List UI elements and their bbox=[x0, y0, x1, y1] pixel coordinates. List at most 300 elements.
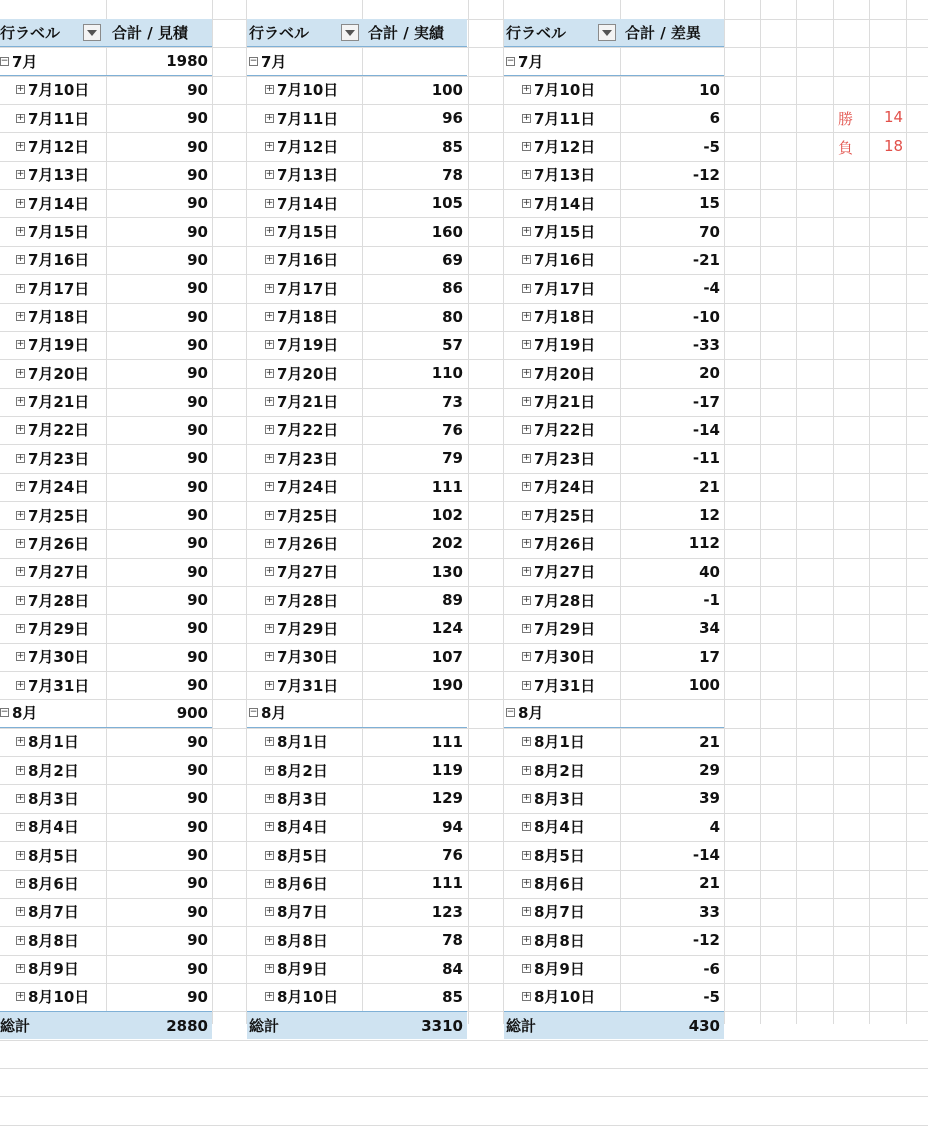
group-row[interactable] bbox=[0, 47, 212, 75]
group-label bbox=[506, 47, 543, 74]
row-label bbox=[265, 784, 328, 812]
table-row[interactable] bbox=[504, 529, 724, 557]
table-row[interactable] bbox=[0, 784, 212, 812]
group-row[interactable] bbox=[0, 699, 212, 727]
plus-box-icon[interactable]: + bbox=[522, 112, 531, 123]
plus-box-icon[interactable]: + bbox=[16, 141, 25, 152]
plus-box-icon[interactable]: + bbox=[522, 141, 531, 152]
table-row[interactable] bbox=[247, 274, 467, 302]
table-row[interactable] bbox=[247, 444, 467, 472]
table-row[interactable] bbox=[0, 76, 212, 104]
table-row[interactable] bbox=[247, 104, 467, 132]
plus-box-icon[interactable]: + bbox=[16, 566, 25, 577]
chevron-down-icon bbox=[345, 30, 355, 36]
plus-box-icon[interactable]: + bbox=[522, 339, 531, 350]
plus-box-icon[interactable]: + bbox=[16, 963, 25, 974]
row-value: 70 bbox=[699, 222, 720, 241]
row-value: 76 bbox=[442, 420, 463, 439]
table-row[interactable] bbox=[504, 274, 724, 302]
table-row[interactable] bbox=[247, 756, 467, 784]
plus-box-icon[interactable]: + bbox=[16, 311, 25, 322]
plus-box-icon[interactable]: + bbox=[16, 906, 25, 917]
plus-box-icon[interactable]: + bbox=[265, 396, 274, 407]
grand-total-row bbox=[504, 1011, 724, 1039]
row-label-text: 7月16日 bbox=[534, 251, 596, 270]
plus-box-icon[interactable]: + bbox=[265, 906, 274, 917]
table-row[interactable] bbox=[247, 813, 467, 841]
row-label-text: 7月30日 bbox=[28, 648, 90, 667]
row-value: 90 bbox=[187, 562, 208, 581]
table-row[interactable] bbox=[504, 728, 724, 756]
plus-box-icon[interactable]: + bbox=[16, 509, 25, 520]
plus-box-icon[interactable]: + bbox=[265, 169, 274, 180]
table-row[interactable] bbox=[0, 756, 212, 784]
row-label bbox=[522, 869, 585, 897]
table-row[interactable] bbox=[0, 246, 212, 274]
plus-box-icon[interactable]: + bbox=[265, 594, 274, 605]
table-row[interactable] bbox=[247, 302, 467, 330]
table-row[interactable] bbox=[504, 416, 724, 444]
plus-box-icon[interactable]: + bbox=[265, 849, 274, 860]
table-row[interactable] bbox=[0, 529, 212, 557]
plus-box-icon[interactable]: + bbox=[522, 396, 531, 407]
row-value: -21 bbox=[692, 250, 720, 269]
table-row[interactable] bbox=[504, 558, 724, 586]
plus-box-icon[interactable]: + bbox=[522, 424, 531, 435]
row-value: 124 bbox=[431, 619, 463, 638]
pivot-table bbox=[504, 19, 724, 1039]
group-label bbox=[249, 47, 286, 74]
row-label bbox=[16, 983, 89, 1011]
table-row[interactable] bbox=[0, 359, 212, 387]
pivot-header-row bbox=[0, 19, 212, 47]
plus-box-icon[interactable]: + bbox=[522, 481, 531, 492]
plus-box-icon[interactable]: + bbox=[522, 736, 531, 747]
table-row[interactable] bbox=[0, 671, 212, 699]
plus-box-icon[interactable]: + bbox=[522, 537, 531, 548]
plus-box-icon[interactable]: + bbox=[522, 452, 531, 463]
table-row[interactable] bbox=[504, 387, 724, 415]
table-row[interactable] bbox=[247, 643, 467, 671]
plus-box-icon[interactable]: + bbox=[265, 622, 274, 633]
table-row[interactable] bbox=[504, 161, 724, 189]
table-row[interactable] bbox=[0, 104, 212, 132]
table-row[interactable] bbox=[247, 898, 467, 926]
plus-box-icon[interactable]: + bbox=[522, 197, 531, 208]
row-label-text: 7月29日 bbox=[277, 619, 339, 638]
row-label-text: 8月9日 bbox=[277, 960, 328, 979]
plus-box-icon[interactable]: + bbox=[522, 963, 531, 974]
plus-box-icon[interactable]: + bbox=[265, 112, 274, 123]
plus-box-icon[interactable]: + bbox=[265, 821, 274, 832]
group-label bbox=[506, 699, 543, 726]
table-row[interactable] bbox=[0, 274, 212, 302]
table-row[interactable] bbox=[247, 189, 467, 217]
table-row[interactable] bbox=[0, 643, 212, 671]
group-name: 7月 bbox=[518, 52, 544, 71]
row-label-text: 7月16日 bbox=[28, 251, 90, 270]
grand-total-row bbox=[0, 1011, 212, 1039]
row-label bbox=[16, 529, 89, 557]
table-row[interactable] bbox=[504, 983, 724, 1011]
plus-box-icon[interactable]: + bbox=[522, 311, 531, 322]
table-row[interactable] bbox=[247, 671, 467, 699]
row-label bbox=[522, 444, 595, 472]
table-row[interactable] bbox=[504, 189, 724, 217]
group-row[interactable] bbox=[247, 699, 467, 727]
group-row[interactable] bbox=[504, 699, 724, 727]
table-row[interactable] bbox=[247, 501, 467, 529]
plus-box-icon[interactable]: + bbox=[16, 821, 25, 832]
table-row[interactable] bbox=[504, 954, 724, 982]
table-row[interactable] bbox=[504, 813, 724, 841]
row-label-text: 7月11日 bbox=[277, 109, 339, 128]
plus-box-icon[interactable]: + bbox=[16, 367, 25, 378]
plus-box-icon[interactable]: + bbox=[522, 254, 531, 265]
table-row[interactable] bbox=[504, 784, 724, 812]
table-row[interactable] bbox=[247, 586, 467, 614]
table-row[interactable] bbox=[0, 954, 212, 982]
table-row[interactable] bbox=[504, 331, 724, 359]
row-value: 90 bbox=[187, 449, 208, 468]
row-label bbox=[16, 274, 89, 302]
row-value: 90 bbox=[187, 80, 208, 99]
row-value: -14 bbox=[692, 420, 720, 439]
row-label bbox=[522, 246, 595, 274]
plus-box-icon[interactable]: + bbox=[522, 792, 531, 803]
table-row[interactable] bbox=[0, 387, 212, 415]
table-row[interactable] bbox=[247, 76, 467, 104]
table-row[interactable] bbox=[247, 161, 467, 189]
minus-box-icon[interactable]: − bbox=[249, 707, 258, 718]
plus-box-icon[interactable]: + bbox=[265, 679, 274, 690]
plus-box-icon[interactable]: + bbox=[522, 622, 531, 633]
plus-box-icon[interactable]: + bbox=[16, 991, 25, 1002]
row-label-text: 7月26日 bbox=[28, 534, 90, 553]
row-label bbox=[265, 643, 338, 671]
table-row[interactable] bbox=[504, 841, 724, 869]
table-row[interactable] bbox=[0, 983, 212, 1011]
table-row[interactable] bbox=[0, 841, 212, 869]
plus-box-icon[interactable]: + bbox=[16, 254, 25, 265]
row-label bbox=[265, 76, 338, 104]
table-row[interactable] bbox=[504, 756, 724, 784]
plus-box-icon[interactable]: + bbox=[522, 594, 531, 605]
plus-box-icon[interactable]: + bbox=[265, 311, 274, 322]
plus-box-icon[interactable]: + bbox=[265, 282, 274, 293]
plus-box-icon[interactable]: + bbox=[522, 226, 531, 237]
row-value: -11 bbox=[692, 449, 720, 468]
row-value: 102 bbox=[431, 506, 463, 525]
row-label bbox=[16, 161, 89, 189]
plus-box-icon[interactable]: + bbox=[16, 169, 25, 180]
row-value: 90 bbox=[187, 732, 208, 751]
plus-box-icon[interactable]: + bbox=[522, 821, 531, 832]
row-label bbox=[265, 529, 338, 557]
filter-dropdown-icon[interactable] bbox=[83, 24, 101, 41]
row-value: 57 bbox=[442, 335, 463, 354]
plus-box-icon[interactable]: + bbox=[265, 481, 274, 492]
plus-box-icon[interactable]: + bbox=[522, 282, 531, 293]
row-label bbox=[522, 841, 585, 869]
row-label-text: 8月8日 bbox=[534, 931, 585, 950]
plus-box-icon[interactable]: + bbox=[265, 651, 274, 662]
row-label bbox=[265, 841, 328, 869]
table-row[interactable] bbox=[247, 728, 467, 756]
table-row[interactable] bbox=[247, 954, 467, 982]
plus-box-icon[interactable]: + bbox=[16, 764, 25, 775]
table-row[interactable] bbox=[504, 217, 724, 245]
row-value: 90 bbox=[187, 420, 208, 439]
plus-box-icon[interactable]: + bbox=[16, 877, 25, 888]
row-value: -33 bbox=[692, 335, 720, 354]
plus-box-icon[interactable]: + bbox=[16, 84, 25, 95]
table-row[interactable] bbox=[0, 302, 212, 330]
group-name: 7月 bbox=[12, 52, 38, 71]
grand-total-row bbox=[247, 1011, 467, 1039]
table-row[interactable] bbox=[504, 643, 724, 671]
plus-box-icon[interactable]: + bbox=[265, 934, 274, 945]
plus-box-icon[interactable]: + bbox=[16, 197, 25, 208]
row-label bbox=[16, 76, 89, 104]
group-row[interactable] bbox=[504, 47, 724, 75]
table-row[interactable] bbox=[504, 76, 724, 104]
row-label-text: 8月4日 bbox=[534, 818, 585, 837]
row-label bbox=[522, 529, 595, 557]
win-value: 14 bbox=[884, 108, 904, 126]
plus-box-icon[interactable]: + bbox=[522, 367, 531, 378]
row-label bbox=[522, 614, 595, 642]
row-label-text: 8月10日 bbox=[277, 988, 339, 1007]
table-row[interactable] bbox=[504, 926, 724, 954]
table-row[interactable] bbox=[0, 444, 212, 472]
plus-box-icon[interactable]: + bbox=[522, 169, 531, 180]
row-label-text: 7月14日 bbox=[277, 194, 339, 213]
plus-box-icon[interactable]: + bbox=[265, 991, 274, 1002]
table-row[interactable] bbox=[504, 501, 724, 529]
row-value: 90 bbox=[187, 619, 208, 638]
table-row[interactable] bbox=[247, 558, 467, 586]
table-row[interactable] bbox=[247, 926, 467, 954]
table-row[interactable] bbox=[247, 132, 467, 160]
plus-box-icon[interactable]: + bbox=[522, 566, 531, 577]
row-value: -1 bbox=[703, 591, 720, 610]
row-label-text: 8月7日 bbox=[28, 903, 79, 922]
row-label-text: 7月26日 bbox=[277, 534, 339, 553]
plus-box-icon[interactable]: + bbox=[265, 339, 274, 350]
plus-box-icon[interactable]: + bbox=[265, 197, 274, 208]
row-label bbox=[522, 359, 595, 387]
plus-box-icon[interactable]: + bbox=[16, 226, 25, 237]
table-row[interactable] bbox=[504, 869, 724, 897]
row-label bbox=[265, 501, 338, 529]
row-label bbox=[265, 473, 338, 501]
row-label-text: 7月25日 bbox=[28, 506, 90, 525]
gridline-vertical bbox=[212, 0, 213, 1024]
row-label-text: 7月22日 bbox=[534, 421, 596, 440]
plus-box-icon[interactable]: + bbox=[265, 537, 274, 548]
row-label-text: 7月18日 bbox=[28, 308, 90, 327]
row-label-text: 7月21日 bbox=[277, 393, 339, 412]
table-row[interactable] bbox=[0, 189, 212, 217]
table-row[interactable] bbox=[247, 217, 467, 245]
plus-box-icon[interactable]: + bbox=[16, 849, 25, 860]
row-value: -17 bbox=[692, 392, 720, 411]
row-label-text: 7月19日 bbox=[534, 336, 596, 355]
plus-box-icon[interactable]: + bbox=[265, 226, 274, 237]
row-label bbox=[265, 558, 338, 586]
minus-box-icon[interactable]: − bbox=[506, 707, 515, 718]
minus-box-icon[interactable]: − bbox=[0, 707, 9, 718]
row-value: 129 bbox=[431, 789, 463, 808]
plus-box-icon[interactable]: + bbox=[522, 991, 531, 1002]
plus-box-icon[interactable]: + bbox=[522, 651, 531, 662]
table-row[interactable] bbox=[247, 473, 467, 501]
table-row[interactable] bbox=[0, 501, 212, 529]
table-row[interactable] bbox=[504, 302, 724, 330]
plus-box-icon[interactable]: + bbox=[522, 84, 531, 95]
table-row[interactable] bbox=[504, 444, 724, 472]
row-value: -6 bbox=[703, 959, 720, 978]
row-value: 190 bbox=[431, 676, 463, 695]
table-row[interactable] bbox=[0, 728, 212, 756]
table-row[interactable] bbox=[504, 246, 724, 274]
table-row[interactable] bbox=[0, 614, 212, 642]
row-label-text: 8月8日 bbox=[277, 931, 328, 950]
minus-box-icon[interactable]: − bbox=[0, 55, 9, 66]
plus-box-icon[interactable]: + bbox=[265, 367, 274, 378]
plus-box-icon[interactable]: + bbox=[16, 112, 25, 123]
row-label-text: 7月20日 bbox=[277, 364, 339, 383]
row-label-text: 7月17日 bbox=[28, 279, 90, 298]
plus-box-icon[interactable]: + bbox=[265, 424, 274, 435]
plus-box-icon[interactable]: + bbox=[522, 849, 531, 860]
table-row[interactable] bbox=[0, 416, 212, 444]
plus-box-icon[interactable]: + bbox=[16, 452, 25, 463]
plus-box-icon[interactable]: + bbox=[522, 509, 531, 520]
row-label-text: 7月13日 bbox=[277, 166, 339, 185]
row-label bbox=[16, 217, 89, 245]
table-row[interactable] bbox=[247, 784, 467, 812]
plus-box-icon[interactable]: + bbox=[16, 934, 25, 945]
table-row[interactable] bbox=[247, 841, 467, 869]
plus-box-icon[interactable]: + bbox=[16, 679, 25, 690]
table-row[interactable] bbox=[504, 614, 724, 642]
plus-box-icon[interactable]: + bbox=[265, 452, 274, 463]
table-row[interactable] bbox=[504, 132, 724, 160]
plus-box-icon[interactable]: + bbox=[265, 509, 274, 520]
table-row[interactable] bbox=[0, 813, 212, 841]
plus-box-icon[interactable]: + bbox=[16, 792, 25, 803]
row-label bbox=[265, 926, 328, 954]
table-row[interactable] bbox=[247, 614, 467, 642]
plus-box-icon[interactable]: + bbox=[522, 679, 531, 690]
table-row[interactable] bbox=[247, 529, 467, 557]
plus-box-icon[interactable]: + bbox=[522, 934, 531, 945]
row-value: -5 bbox=[703, 987, 720, 1006]
plus-box-icon[interactable]: + bbox=[16, 736, 25, 747]
row-label bbox=[265, 189, 338, 217]
filter-dropdown-icon[interactable] bbox=[598, 24, 616, 41]
plus-box-icon[interactable]: + bbox=[265, 736, 274, 747]
table-row[interactable] bbox=[0, 926, 212, 954]
table-row[interactable] bbox=[247, 983, 467, 1011]
table-row[interactable] bbox=[504, 586, 724, 614]
table-row[interactable] bbox=[504, 359, 724, 387]
plus-box-icon[interactable]: + bbox=[16, 651, 25, 662]
minus-box-icon[interactable]: − bbox=[506, 55, 515, 66]
plus-box-icon[interactable]: + bbox=[16, 339, 25, 350]
row-value: 90 bbox=[187, 222, 208, 241]
table-row[interactable] bbox=[247, 416, 467, 444]
table-row[interactable] bbox=[0, 898, 212, 926]
table-row[interactable] bbox=[0, 132, 212, 160]
table-row[interactable] bbox=[504, 898, 724, 926]
plus-box-icon[interactable]: + bbox=[265, 764, 274, 775]
plus-box-icon[interactable]: + bbox=[16, 424, 25, 435]
group-row[interactable] bbox=[247, 47, 467, 75]
plus-box-icon[interactable]: + bbox=[16, 594, 25, 605]
row-labels-header: 行ラベル bbox=[249, 24, 310, 43]
plus-box-icon[interactable]: + bbox=[16, 622, 25, 633]
table-row[interactable] bbox=[247, 246, 467, 274]
plus-box-icon[interactable]: + bbox=[265, 792, 274, 803]
plus-box-icon[interactable]: + bbox=[265, 141, 274, 152]
plus-box-icon[interactable]: + bbox=[522, 764, 531, 775]
plus-box-icon[interactable]: + bbox=[16, 396, 25, 407]
table-row[interactable] bbox=[504, 473, 724, 501]
table-row[interactable] bbox=[504, 671, 724, 699]
table-row[interactable] bbox=[247, 387, 467, 415]
value-field-header: 合計 / 見積 bbox=[112, 24, 188, 43]
plus-box-icon[interactable]: + bbox=[265, 566, 274, 577]
table-row[interactable] bbox=[0, 331, 212, 359]
plus-box-icon[interactable]: + bbox=[16, 537, 25, 548]
minus-box-icon[interactable]: − bbox=[249, 55, 258, 66]
row-label-text: 7月23日 bbox=[28, 449, 90, 468]
plus-box-icon[interactable]: + bbox=[265, 963, 274, 974]
table-row[interactable] bbox=[0, 217, 212, 245]
group-total: 1980 bbox=[166, 52, 208, 71]
group-total: 900 bbox=[176, 703, 208, 722]
row-label-text: 7月12日 bbox=[277, 138, 339, 157]
group-name: 8月 bbox=[12, 704, 38, 723]
row-value: 90 bbox=[187, 987, 208, 1006]
row-label-text: 7月21日 bbox=[534, 393, 596, 412]
row-label-text: 8月3日 bbox=[534, 789, 585, 808]
row-value: 89 bbox=[442, 591, 463, 610]
plus-box-icon[interactable]: + bbox=[522, 877, 531, 888]
filter-dropdown-icon[interactable] bbox=[341, 24, 359, 41]
table-row[interactable] bbox=[504, 104, 724, 132]
table-row[interactable] bbox=[0, 161, 212, 189]
table-row[interactable] bbox=[247, 359, 467, 387]
row-value: 73 bbox=[442, 392, 463, 411]
table-row[interactable] bbox=[0, 473, 212, 501]
plus-box-icon[interactable]: + bbox=[265, 254, 274, 265]
plus-box-icon[interactable]: + bbox=[16, 282, 25, 293]
plus-box-icon[interactable]: + bbox=[265, 877, 274, 888]
plus-box-icon[interactable]: + bbox=[16, 481, 25, 492]
table-row[interactable] bbox=[247, 869, 467, 897]
table-row[interactable] bbox=[0, 558, 212, 586]
table-row[interactable] bbox=[0, 869, 212, 897]
table-row[interactable] bbox=[247, 331, 467, 359]
plus-box-icon[interactable]: + bbox=[522, 906, 531, 917]
row-label bbox=[522, 756, 585, 784]
table-row[interactable] bbox=[0, 586, 212, 614]
plus-box-icon[interactable]: + bbox=[265, 84, 274, 95]
